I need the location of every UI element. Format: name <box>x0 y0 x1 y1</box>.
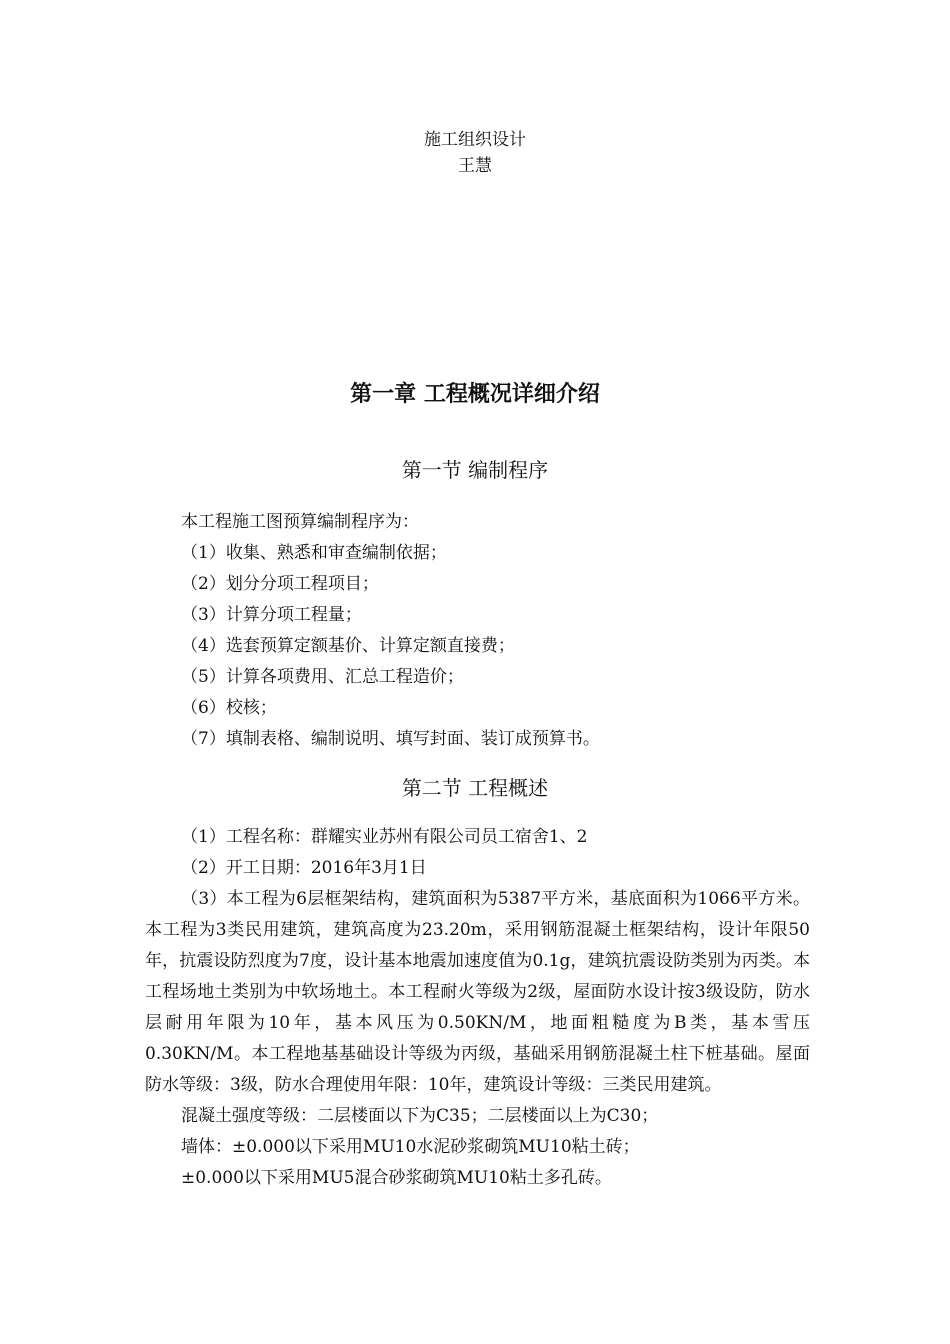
section-2-body <box>145 822 810 1194</box>
section-1-intro: 本工程施工图预算编制程序为： <box>181 512 419 532</box>
step-item: （4）选套预算定额基价、计算定额直接费； <box>181 636 515 656</box>
section-1-body <box>145 507 810 755</box>
project-description: （3）本工程为6层框架结构，建筑面积为5387平方米，基底面积为1066平方米。本工程为3类民用建筑，建筑高度为23.20m，采用钢筋混凝土框架结构，设计年限50年，抗震设防烈度为7度，设计基本地震加速度值为0.1g，建筑抗震设防类别为丙类。本工程场地土类别为中软场地土。本工程耐火等级为2级，屋面防水设计按3级设防，防水层耐用年限为10年，基本风压为0.50KN/M，地面粗糙度为B类，基本雪压0.30KN/M。本工程地基基础设计等级为丙级，基础采用钢筋混凝土柱下桩基础。屋面防水等级：3级，防水合理使用年限：10年，建筑设计等级：三类民用建筑。 <box>145 889 810 1095</box>
concrete-grade: 混凝土强度等级：二层楼面以下为C35；二层楼面以上为C30； <box>181 1106 659 1126</box>
section-heading-1: 第一节 编制程序 <box>401 458 549 482</box>
start-date: （2）开工日期：2016年3月1日 <box>181 858 427 878</box>
project-name: （1）工程名称：群耀实业苏州有限公司员工宿舍1、2 <box>181 827 588 847</box>
step-item: （1）收集、熟悉和审查编制依据； <box>181 543 447 563</box>
wall-spec-2: ±0.000以下采用MU5混合砂浆砌筑MU10粘土多孔砖。 <box>181 1168 612 1188</box>
chapter-heading: 第一章 工程概况详细介绍 <box>350 382 600 407</box>
wall-spec-1: 墙体：±0.000以下采用MU10水泥砂浆砌筑MU10粘土砖； <box>181 1137 640 1157</box>
step-item: （6）校核； <box>181 698 277 718</box>
step-item: （7）填制表格、编制说明、填写封面、装订成预算书。 <box>181 729 600 749</box>
step-item: （2）划分分项工程项目； <box>181 574 379 594</box>
author-name: 王慧 <box>458 156 492 176</box>
step-item: （3）计算分项工程量； <box>181 605 362 625</box>
step-item: （5）计算各项费用、汇总工程造价； <box>181 667 464 687</box>
document-title: 施工组织设计 <box>424 130 526 150</box>
section-heading-2: 第二节 工程概述 <box>401 776 549 800</box>
